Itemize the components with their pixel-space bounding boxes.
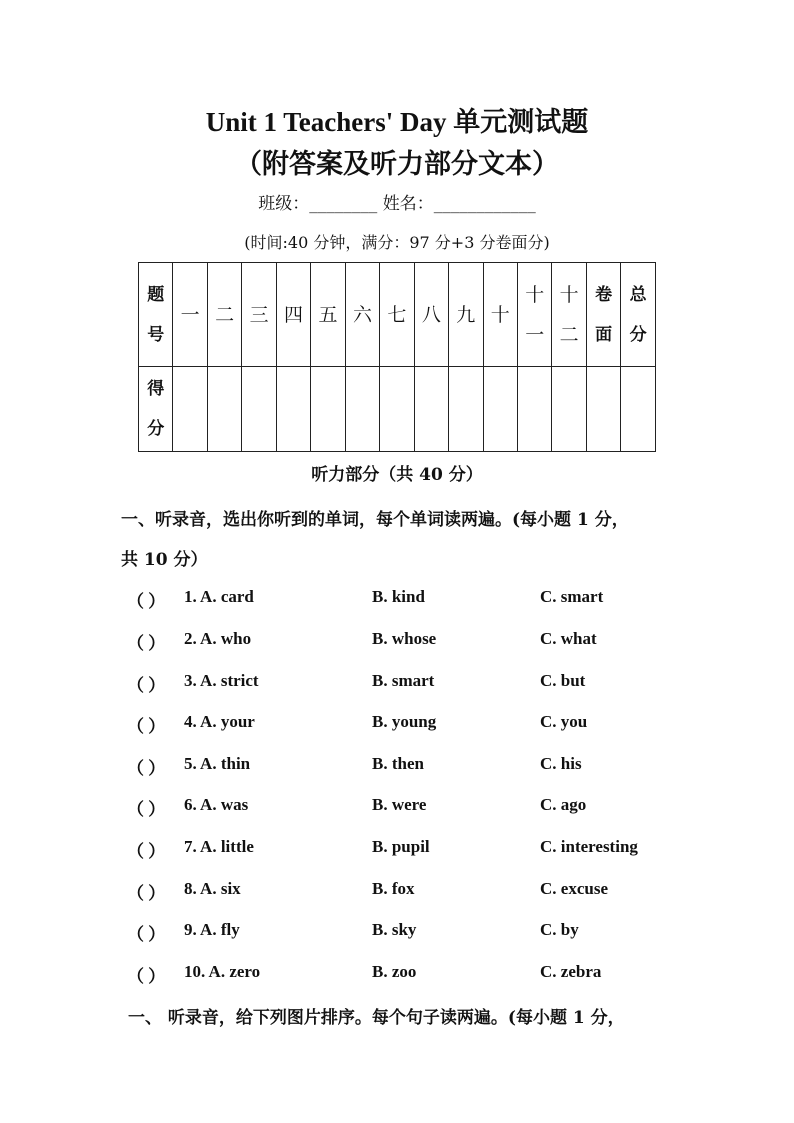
question-row (0, 671, 794, 695)
answer-blank: （ ） (127, 925, 166, 944)
score-cell (311, 367, 345, 452)
listening-section-title: 听力部分（共 40 分） (311, 465, 483, 485)
score-cell (380, 367, 414, 452)
column-header-12-char-1: 十 (559, 283, 579, 306)
column-header-2: 二 (207, 263, 241, 367)
option-a: 4. A. your (184, 712, 255, 731)
question-row (0, 712, 794, 736)
option-c: C. smart (540, 587, 604, 606)
column-header-5: 五 (311, 263, 345, 367)
option-a: 10. A. zero (184, 962, 261, 981)
option-a: 5. A. thin (184, 754, 251, 773)
answer-blank: （ ） (127, 676, 166, 695)
score-label-char-1: 得 (147, 379, 165, 399)
option-b: B. smart (372, 671, 435, 690)
column-header-3: 三 (242, 263, 276, 367)
page-subtitle: （附答案及听力部分文本） (235, 149, 559, 179)
option-b: B. whose (372, 629, 437, 648)
column-header-12-char-2: 二 (559, 323, 579, 346)
page-title: Unit 1 Teachers' Day 单元测试题 (205, 107, 589, 137)
question-row (0, 837, 794, 861)
score-cell (483, 367, 517, 452)
option-c: C. what (540, 629, 597, 648)
question-row (0, 920, 794, 944)
option-c: C. by (540, 920, 579, 939)
column-header-7: 七 (380, 263, 414, 367)
column-header-1: 一 (173, 263, 207, 367)
option-b: B. fox (372, 879, 415, 898)
option-b: B. kind (372, 587, 425, 606)
score-label-cell (139, 367, 173, 452)
answer-blank: （ ） (127, 884, 166, 903)
option-c: C. but (540, 671, 586, 690)
column-header-juanmian-char-1: 卷 (595, 284, 613, 305)
option-a: 7. A. little (184, 837, 254, 856)
option-a: 6. A. was (184, 795, 249, 814)
question-row (0, 962, 794, 986)
option-b: B. were (372, 795, 427, 814)
column-header-11-char-1: 十 (525, 283, 545, 306)
instruction-1-line-2: 共 10 分） (121, 550, 208, 570)
column-header-8: 八 (414, 263, 448, 367)
answer-blank: （ ） (127, 717, 166, 736)
question-row (0, 754, 794, 778)
class-name-line: 班级：________ 姓名：____________ (258, 194, 536, 214)
option-a: 8. A. six (184, 879, 241, 898)
header-label-char-2: 号 (147, 324, 165, 345)
option-a: 9. A. fly (184, 920, 240, 939)
question-row (0, 629, 794, 653)
option-b: B. zoo (372, 962, 417, 981)
score-cell (449, 367, 483, 452)
option-c: C. you (540, 712, 588, 731)
column-header-6: 六 (345, 263, 379, 367)
instruction-2: 一、 听录音，给下列图片排序。每个句子读两遍。(每小题 1 分， (128, 1008, 625, 1028)
column-header-9: 九 (449, 263, 483, 367)
score-cell (586, 367, 620, 452)
answer-blank: （ ） (127, 967, 166, 986)
column-header-juanmian (586, 263, 620, 367)
column-header-4: 四 (276, 263, 310, 367)
column-header-12 (552, 263, 586, 367)
header-label-char-1: 题 (147, 284, 165, 305)
question-row (0, 879, 794, 903)
column-header-total-char-1: 总 (629, 284, 647, 305)
score-cell (276, 367, 310, 452)
time-score-line: (时间:40 分钟，满分：97 分+3 分卷面分) (244, 233, 550, 252)
score-cell (621, 367, 656, 452)
score-cell (173, 367, 207, 452)
option-a: 2. A. who (184, 629, 252, 648)
answer-blank: （ ） (127, 759, 166, 778)
question-row (0, 795, 794, 819)
option-b: B. then (372, 754, 424, 773)
score-cell (552, 367, 586, 452)
instruction-1-line-1: 一、听录音，选出你听到的单词，每个单词读两遍。(每小题 1 分， (121, 510, 629, 530)
answer-blank: （ ） (127, 800, 166, 819)
score-cell (242, 367, 276, 452)
column-header-total-char-2: 分 (629, 324, 647, 345)
option-c: C. interesting (540, 837, 638, 856)
score-table-header-row (139, 263, 656, 367)
score-cell (345, 367, 379, 452)
column-header-juanmian-char-2: 面 (595, 324, 613, 345)
column-header-11-char-2: 一 (525, 323, 545, 346)
column-header-11 (517, 263, 551, 367)
score-cell (517, 367, 551, 452)
answer-blank: （ ） (127, 592, 166, 611)
score-table (138, 262, 656, 452)
option-a: 3. A. strict (184, 671, 259, 690)
score-table-score-row (139, 367, 656, 452)
option-c: C. ago (540, 795, 587, 814)
option-b: B. young (372, 712, 437, 731)
option-c: C. his (540, 754, 582, 773)
option-c: C. zebra (540, 962, 602, 981)
column-header-total (621, 263, 656, 367)
option-a: 1. A. card (184, 587, 254, 606)
answer-blank: （ ） (127, 842, 166, 861)
question-row (0, 587, 794, 611)
score-cell (207, 367, 241, 452)
option-c: C. excuse (540, 879, 608, 898)
column-header-10: 十 (483, 263, 517, 367)
option-b: B. sky (372, 920, 417, 939)
option-b: B. pupil (372, 837, 430, 856)
header-label-cell (139, 263, 173, 367)
score-label-char-2: 分 (147, 419, 165, 439)
answer-blank: （ ） (127, 634, 166, 653)
score-cell (414, 367, 448, 452)
